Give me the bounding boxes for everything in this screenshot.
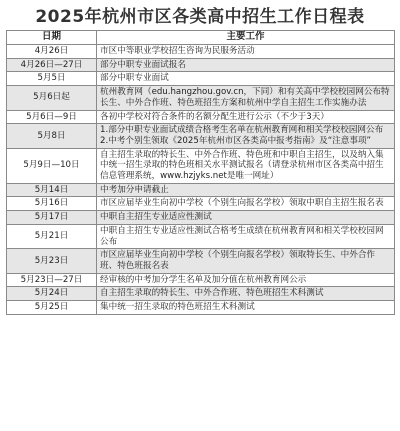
- table-row: [7, 287, 395, 301]
- table-row: [7, 110, 395, 124]
- row-task: 集中统一招生录取的特色班招生术科测试: [97, 301, 395, 315]
- row-task: 各初中学校对符合条件的名额分配生进行公示（不少于3天）: [97, 110, 395, 124]
- row-date: 5月21日: [7, 224, 97, 248]
- row-date: 5月8日: [7, 124, 97, 148]
- row-date: 5月24日: [7, 287, 97, 301]
- page-title: 2025年杭州市区各类高中招生工作日程表: [35, 7, 365, 27]
- table-row: [7, 86, 395, 110]
- row-task: 自主招生录取的特长生、中外合作班、特色班招生术科测试: [97, 287, 395, 301]
- row-date: 5月16日: [7, 197, 97, 211]
- table-row: [7, 197, 395, 211]
- table-row: [7, 211, 395, 225]
- row-task: 中考加分申请截止: [97, 183, 395, 197]
- row-task: 市区中等职业学校招生咨询为民服务活动: [97, 45, 395, 59]
- row-date: 5月23日—27日: [7, 273, 97, 287]
- table-row: [7, 183, 395, 197]
- table-row: [7, 58, 395, 72]
- row-date: 5月6日起: [7, 86, 97, 110]
- row-task: 1.部分中职专业面试成绩合格考生名单在杭州教育网和相关学校校园网公布 2.中考个别生领取《2025年杭州市区各类高中报考指南》及“注意事项”: [97, 124, 395, 148]
- schedule-table: [6, 30, 395, 315]
- row-date: 5月5日: [7, 72, 97, 86]
- row-date: 5月6日—9日: [7, 110, 97, 124]
- row-task: 市区应届毕业生向初中学校（个别生向报名学校）领取中职自主招生报名表: [97, 197, 395, 211]
- table-row: [7, 224, 395, 248]
- table-row: [7, 148, 395, 183]
- row-task: 经审核的中考加分学生名单及加分值在杭州教育网公示: [97, 273, 395, 287]
- row-task: 中职自主招生专业适应性测试: [97, 211, 395, 225]
- table-row: [7, 45, 395, 59]
- row-date: 5月25日: [7, 301, 97, 315]
- table-row: [7, 124, 395, 148]
- row-date: 5月17日: [7, 211, 97, 225]
- row-date: 5月9日—10日: [7, 148, 97, 183]
- header-task: 主要工作: [97, 31, 395, 45]
- table-row: [7, 273, 395, 287]
- row-task: 部分中职专业面试报名: [97, 58, 395, 72]
- header-date: 日期: [7, 31, 97, 45]
- table-row: [7, 249, 395, 273]
- row-task: 中职自主招生专业适应性测试合格考生成绩在杭州教育网和相关学校校园网公布: [97, 224, 395, 248]
- table-header-row: [7, 31, 395, 45]
- row-date: 4月26日—27日: [7, 58, 97, 72]
- row-task: 市区应届毕业生向初中学校（个别生向报名学校）领取特长生、中外合作班、特色班报名表: [97, 249, 395, 273]
- row-task: 杭州教育网（edu.hangzhou.gov.cn，下同）和有关高中学校校园网公布特长生、中外合作班、特色班招生方案和杭州中学自主招生工作实施办法: [97, 86, 395, 110]
- row-date: 5月23日: [7, 249, 97, 273]
- row-date: 4月26日: [7, 45, 97, 59]
- row-date: 5月14日: [7, 183, 97, 197]
- table-row: [7, 72, 395, 86]
- row-task: 部分中职专业面试: [97, 72, 395, 86]
- table-row: [7, 301, 395, 315]
- row-task: 自主招生录取的特长生、中外合作班、特色班和中职自主招生，以及纳入集中统一招生录取的特色班相关水平测试报名（请登录杭州市区各类高中招生信息管理系统，www.hzjyks.net是唯一网址）: [97, 148, 395, 183]
